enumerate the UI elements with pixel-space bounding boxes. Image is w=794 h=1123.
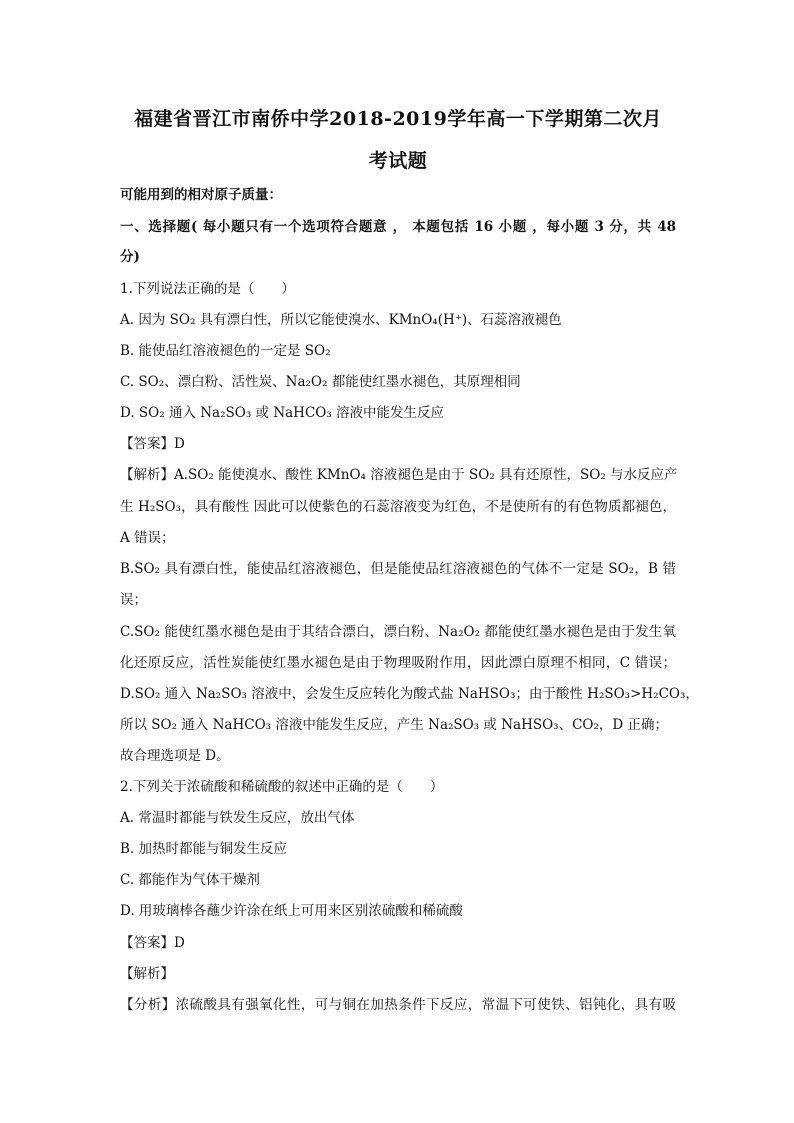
question-1-analysis: A 错误； [120,530,175,546]
question-2-analysis-label: 【解析】 [120,966,174,982]
question-1-analysis: 【解析】A.SO₂ 能使溴水、酸性 KMnO₄ 溶液褪色是由于 SO₂ 具有还原性，SO₂ 与水反应产 [120,467,678,483]
question-1-option-d: D. SO₂ 通入 Na₂SO₃ 或 NaHCO₃ 溶液中能发生反应 [120,405,445,421]
section-heading: 一、选择题( 每小题只有一个选项符合题意 ， 本题包括 16 小题 ，每小题 3 分，共 48 [120,219,676,235]
question-1-stem: 1.下列说法正确的是（ ） [120,281,295,297]
question-2-option-a: A. 常温时都能与铁发生反应，放出气体 [120,810,355,826]
question-1-answer: 【答案】D [120,436,185,452]
question-2-stem: 2.下列关于浓硫酸和稀硫酸的叙述中正确的是（ ） [120,779,444,795]
question-2-option-d: D. 用玻璃棒各蘸少许涂在纸上可用来区别浓硫酸和稀硫酸 [120,903,463,919]
question-1-analysis: 生 H₂SO₃，具有酸性 因此可以使紫色的石蕊溶液变为红色，不是使所有的有色物质都褪色， [120,499,676,515]
question-2-option-b: B. 加热时都能与铜发生反应 [120,841,288,857]
question-1-analysis: 所以 SO₂ 通入 NaHCO₃ 溶液中能发生反应，产生 Na₂SO₃ 或 NaHSO₃、CO₂，D 正确； [120,717,668,733]
question-1-conclusion: 故合理选项是 D。 [120,748,230,764]
question-1-option-b: B. 能使品红溶液褪色的一定是 SO₂ [120,343,331,359]
question-1-analysis: 化还原反应，活性炭能使红墨水褪色是由于物理吸附作用，因此漂白原理不相同，C 错误； [120,655,676,671]
question-1-analysis: D.SO₂ 通入 Na₂SO₃ 溶液中，会发生反应转化为酸式盐 NaHSO₃；由于酸性 H₂SO₃>H₂CO₃， [120,686,699,702]
question-1-analysis: 误； [120,592,147,608]
document-title-line-2: 考试题 [368,150,428,172]
question-1-analysis: B.SO₂ 具有漂白性，能使品红溶液褪色，但是能使品红溶液褪色的气体不一定是 SO₂，B 错 [120,561,676,577]
question-1-option-a: A. 因为 SO₂ 具有漂白性，所以它能使溴水、KMnO₄(H⁺)、石蕊溶液褪色 [120,312,562,328]
question-1-analysis: C.SO₂ 能使红墨水褪色是由于其结合漂白，漂白粉、Na₂O₂ 都能使红墨水褪色是由于发生氧 [120,624,676,640]
question-1-option-c: C. SO₂、漂白粉、活性炭、Na₂O₂ 都能使红墨水褪色，其原理相同 [120,374,521,390]
atomic-mass-heading: 可能用到的相对原子质量： [120,187,282,203]
document-title-line-1: 福建省晋江市南侨中学2018-2019学年高一下学期第二次月 [134,108,662,130]
question-2-analysis: 【分析】浓硫酸具有强氧化性，可与铜在加热条件下反应，常温下可使铁、铝钝化，具有吸 [120,997,676,1013]
section-heading-cont: 分) [120,249,140,265]
question-2-answer: 【答案】D [120,935,185,951]
question-2-option-c: C. 都能作为气体干燥剂 [120,872,260,888]
